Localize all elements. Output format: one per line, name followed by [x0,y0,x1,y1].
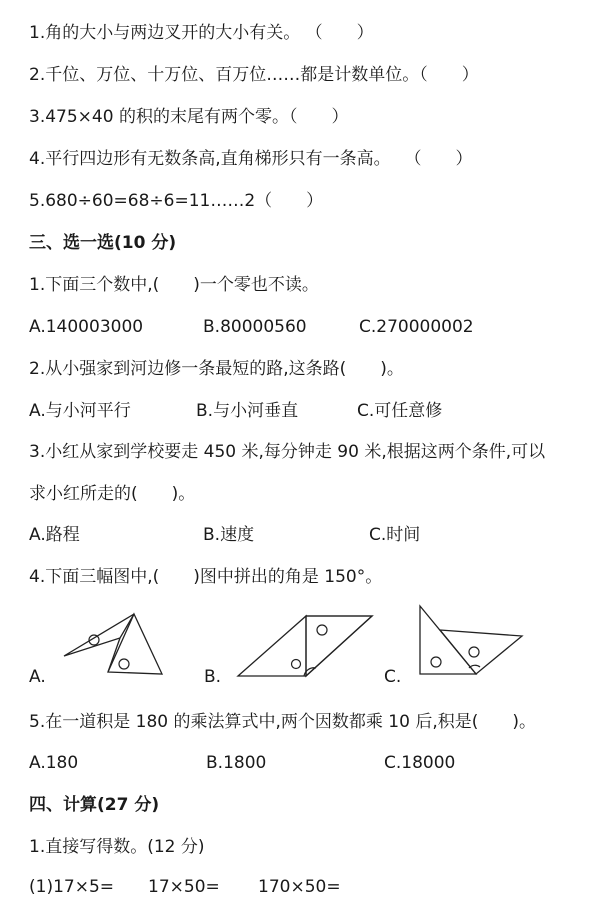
choice-question-3-line1: 3.小红从家到学校要走 450 米,每分钟走 90 米,根据这两个条件,可以 [29,442,546,462]
choice-q2-option-a: A.与小河平行 [29,401,131,421]
choice-q3-option-a: A.路程 [29,525,80,545]
calc-item-1: (1)17×5= [29,877,115,897]
choice-q2-option-c: C.可任意修 [357,401,443,421]
judge-question-3: 3.475×40 的积的末尾有两个零。（ ） [29,107,349,127]
judge-question-4: 4.平行四边形有无数条高,直角梯形只有一条高。 （ ） [29,149,473,169]
calc-item-2: 17×50= [148,877,220,897]
choice-question-5: 5.在一道积是 180 的乘法算式中,两个因数都乘 10 后,积是( )。 [29,712,536,732]
choice-question-2: 2.从小强家到河边修一条最短的路,这条路( )。 [29,359,404,379]
choice-question-4: 4.下面三幅图中,( )图中拼出的角是 150°。 [29,567,383,587]
choice-q1-option-b: B.80000560 [203,317,307,337]
figure-c-triangles [414,602,526,682]
choice-q1-option-c: C.270000002 [359,317,474,337]
section3-title: 三、选一选(10 分) [29,233,177,253]
figure-c-label: C. [384,667,402,687]
judge-question-2: 2.千位、万位、十万位、百万位……都是计数单位。（ ） [29,65,479,85]
figure-b-triangles [234,612,376,680]
choice-q5-option-b: B.1800 [206,753,267,773]
choice-q2-option-b: B.与小河垂直 [196,401,299,421]
choice-q3-option-b: B.速度 [203,525,255,545]
figure-a-triangles [58,606,168,682]
section4-title: 四、计算(27 分) [29,795,160,815]
figure-b-label: B. [204,667,222,687]
judge-question-1: 1.角的大小与两边叉开的大小有关。 （ ） [29,23,374,43]
figure-a-label: A. [29,667,46,687]
choice-q3-option-c: C.时间 [369,525,421,545]
calc-question-1: 1.直接写得数。(12 分) [29,837,205,857]
choice-question-3-line2: 求小红所走的( )。 [29,484,196,504]
choice-q5-option-a: A.180 [29,753,79,773]
calc-item-3: 170×50= [258,877,341,897]
choice-question-1: 1.下面三个数中,( )一个零也不读。 [29,275,319,295]
choice-q5-option-c: C.18000 [384,753,456,773]
judge-question-5: 5.680÷60=68÷6=11……2（ ） [29,191,324,211]
choice-q1-option-a: A.140003000 [29,317,144,337]
